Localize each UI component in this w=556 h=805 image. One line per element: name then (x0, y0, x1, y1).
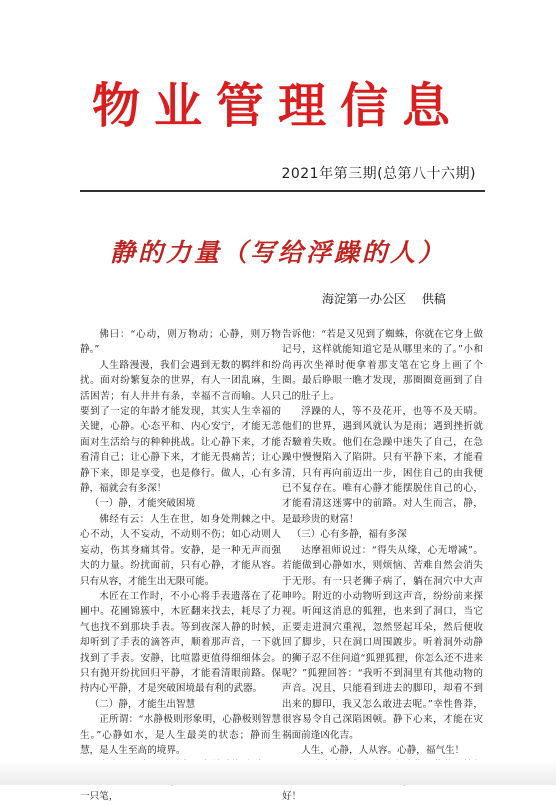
paragraph: 浮躁的人，等不及花开，也等不及天晴。他们的世界，遇到风就认为是雨；遇到挫折就否驗着失败。他们在急躁中迷失了自己，在急躁中慢慢陷入了陷阱。只有平静下来，才能看清，只有再向前迈出一步，困住自己的由我便已不复存在。唯有心静才能摆脱住自己的心，才能看清这迷雾中的前路。对人生而言，静，是最珍贵的财富！ (282, 406, 483, 525)
paragraph: 好！ (282, 791, 302, 803)
paragraph: 达摩祖师说过：“得失从缘，心无增减”。若能做到心静如水，则烦恼、苦难自然会消失于无形。有一只老狮子病了，躺在洞穴中大声呻吟。附近的小动物听到这声音，纷纷前来探视。听闻这消息的狐狸，也来到了洞口，当它正要走进洞穴重视，忽然竖起耳朵，然后便收回了脚步，只在洞口周围踱步。听着洞外动静的狮子忍不住问道“狐狸狐狸，你怎么还不进来呢？”狐狸回答：“我听不到洞里有其他动物的声音。况且，只能看到进去的脚印，却看不到出来的脚印，我又怎么敢进去呢。”幸性鲁莽，很容易令自己深陷困顿。静下心来，才能在灾祸面前逢凶化吉。 (282, 544, 483, 741)
issue-number: 2021年第三期(总第八十六期) (281, 166, 476, 182)
article-byline: 海淀第一办公区 供稿 (322, 292, 446, 306)
paragraph: 人生路漫漫，我们会遇到无数的羁绊和纷扰。面对纷繁复杂的世界，有人一团乱麻，生活困苦；有人井井有条，幸福不言而喻。人只要到了一定的年龄才能发现，其实人生幸福的关键，心静。心态平和、内心安宁，才能无恙面对生活给与的种种挑战。让心静下来，才能看清自己；让心静下来，才能无畏痛苦；让心静下来，即是享受，也是修行。做人，心有多静，福就会有多深！ (80, 359, 281, 495)
article-title: 静的力量（写给浮躁的人） (109, 238, 446, 267)
paragraph: 木匠在工作时，不小心将手表遗落在了花圃中。花圃锦簇中，木匠翻来找去，耗尽了力气也找不到那块手表。等到夜深人静的时候，却听到了手表的滴答声，顺着那声音，一下就找到了手表。安静，比喧嚣更值得细细体会。只有抛开纷扰回归平静，才能看清眼前路。保持内心平静，才是突破困境最有利的武器。 (80, 590, 281, 695)
section-heading: （三）心有多静，福有多深 (291, 529, 407, 541)
paragraph: 佛经有云：人生在世，如身处荆棘之中。心不动，人不妄动，不动则不伤；如心动则人妄动，伤其身痛其骨。安静，是一种无声而强大的力量。纷扰面前，只有心静，才能从容。只有从容，才能生出无限可能。 (80, 513, 281, 587)
paragraph: 人生，心静，人从容。心静，福气生！ (301, 744, 465, 756)
paragraph: 正所谓：“水静极则形象明，心静极则智慧生。”心静如水，是人生最美的状态；静而生慧，是人生至高的境界。 (80, 714, 281, 756)
paragraph: 一只笔， (80, 791, 119, 803)
paragraph: 告诉他：“若是又见到了蜘蛛，你就在它身上做记号，这样就能知道它是从哪里来的了。”小和尚再次坐禅时便拿着那支笔在它身上画了个圈。最后睁眼一瞧才发现，那圈圈竟画到了自己的肚子上。 (282, 329, 483, 402)
masthead-title: 物业管理信息 (91, 78, 464, 134)
masthead-divider (80, 190, 485, 192)
page-footer (0, 760, 556, 785)
paragraph: 佛曰：“心动，则万物动；心静，则万物静。” (80, 329, 281, 356)
section-heading: （一）静，才能突破困境 (89, 498, 196, 510)
article-column-left (80, 327, 281, 805)
article-column-right (282, 327, 483, 805)
section-heading: （二）静，才能生出智慧 (89, 698, 196, 710)
